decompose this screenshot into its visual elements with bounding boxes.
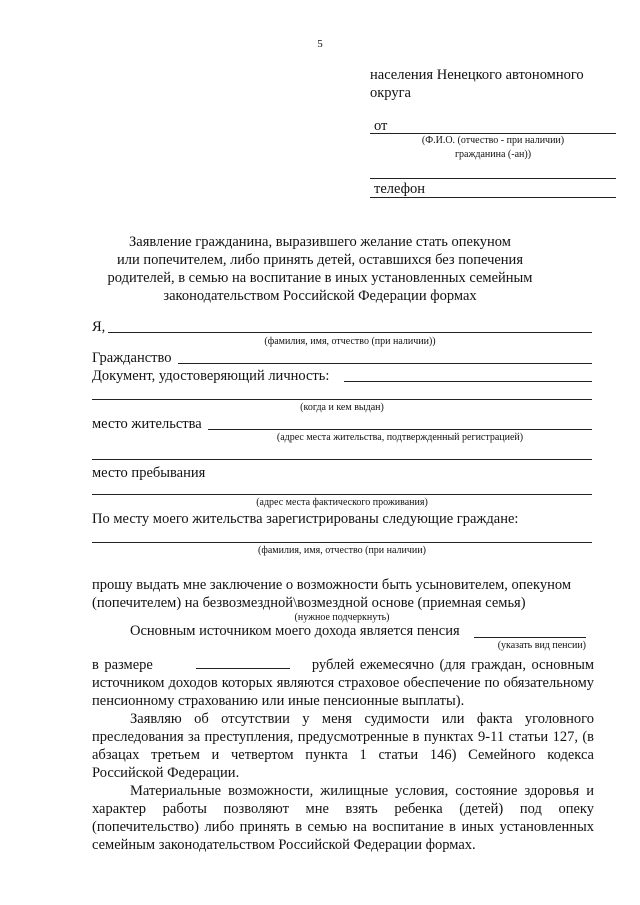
stay-label: место пребывания (92, 465, 206, 481)
no-criminal-record-paragraph: Заявляю об отсутствии у меня судимости или факта уголовного преследования за преступления, предусмотренные в пунктах 9-11 статьи 127, (в абзацах третьем и четвертом пункта 1 статьи 146) Семейного кодекса Российской Федерации. (92, 711, 594, 781)
id-document-caption: (когда и кем выдан) (300, 402, 384, 413)
residence-field-2[interactable] (92, 459, 592, 460)
residence-caption: (адрес места жительства, подтвержденный регистрацией) (276, 432, 524, 443)
id-document-field-2[interactable] (92, 399, 592, 400)
request-caption: (нужное подчеркнуть) (294, 612, 390, 623)
from-line-2[interactable] (370, 178, 616, 179)
header-line-2: округа (370, 85, 411, 101)
request-line-1: прошу выдать мне заключение о возможности быть усыновителем, опекуном (92, 577, 571, 593)
citizenship-field[interactable] (178, 363, 592, 364)
registered-caption: (фамилия, имя, отчество (при наличии) (258, 545, 426, 556)
document-title (60, 233, 580, 305)
request-line-2: (попечителем) на безвозмездной\возмездной основе (приемная семья) (92, 595, 526, 611)
citizenship-label: Гражданство (92, 350, 172, 366)
full-name-caption: (фамилия, имя, отчество (при наличии)) (264, 336, 436, 347)
page-number: 5 (317, 38, 323, 50)
stay-field[interactable] (92, 494, 592, 495)
i-label: Я, (92, 319, 106, 335)
amount-prefix: в размере (92, 657, 153, 673)
from-caption-1: (Ф.И.О. (отчество - при наличии) (421, 135, 565, 146)
registered-field[interactable] (92, 542, 592, 543)
title-line-1: Заявление гражданина, выразившего желание стать опекуном (129, 234, 511, 250)
title-line-2: или попечителем, либо принять детей, оставшихся без попечения (116, 252, 523, 268)
phone-label: телефон (374, 181, 426, 197)
conditions-paragraph: Материальные возможности, жилищные условия, состояние здоровья и характер работы позволяют мне взять ребенка (детей) под опеку (попечительство) либо принять в семью на воспитание в иных установленных семейным законодательством Российской Федерации формах. (92, 783, 594, 853)
income-text: Основным источником моего дохода является пенсия (130, 623, 460, 639)
amount-paragraph (92, 656, 594, 710)
from-caption-2: гражданина (-ан)) (454, 149, 532, 160)
pension-type-field[interactable] (474, 637, 586, 638)
pension-type-caption: (указать вид пенсии) (497, 640, 586, 651)
from-label: от (374, 118, 388, 134)
amount-field[interactable] (196, 656, 290, 669)
residence-label: место жительства (92, 416, 202, 432)
amount-suffix: рублей ежемесячно (для граждан, основным источником доходов которых являются страховое обеспечение по обязательному пенсионному страхованию или иные пенсионные выплаты). (92, 657, 595, 709)
id-document-field[interactable] (344, 381, 592, 382)
full-name-field[interactable] (108, 332, 592, 333)
id-document-label: Документ, удостоверяющий личность: (92, 368, 330, 384)
residence-field[interactable] (208, 429, 592, 430)
phone-underline[interactable] (370, 197, 616, 198)
title-line-3: родителей, в семью на воспитание в иных установленных семейным (107, 270, 533, 286)
title-line-4: законодательством Российской Федерации формах (163, 288, 477, 304)
stay-caption: (адрес места фактического проживания) (256, 497, 428, 508)
header-line-1: населения Ненецкого автономного (370, 67, 584, 83)
registered-label: По месту моего жительства зарегистрированы следующие граждане: (92, 511, 519, 527)
from-underline[interactable] (370, 133, 616, 134)
